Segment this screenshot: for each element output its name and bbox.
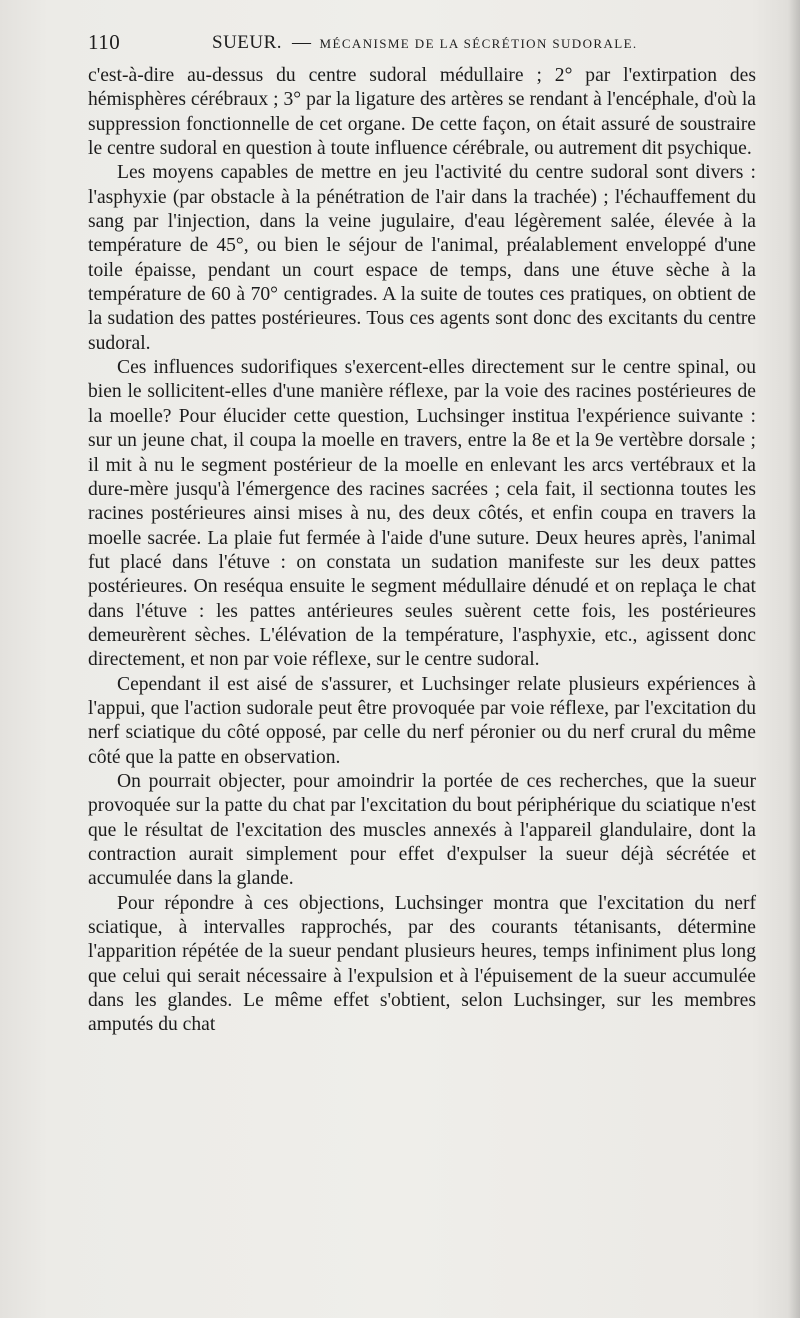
paragraph-2: Les moyens capables de mettre en jeu l'activité du centre sudoral sont divers : l'asphyxie (par obstacle à la pénétration de l'air dans la trachée) ; l'échauffement du sang par l'injection, dans la veine jugulaire, d'eau légèrement salée, élevée à la température de 45°, ou bien le séjour de l'animal, préalablement enveloppé d'une toile épaisse, pendant un court espace de temps, dans une étuve sèche à la température de 60 à 70° centigrades. A la suite de toutes ces pratiques, on obtient de la sudation des pattes postérieures. Tous ces agents sont donc des excitants du centre sudoral. (88, 162, 756, 354)
page-edge-shadow (788, 0, 800, 1318)
running-title (212, 32, 638, 54)
paragraph-6: Pour répondre à ces objections, Luchsinger montra que l'excitation du nerf sciatique, à intervalles rapprochés, par des courants tétanisants, détermine l'apparition répétée de la sueur pendant plusieurs heures, temps infiniment plus long que celui qui serait nécessaire à l'expulsion et à l'épuisement de la sueur accumulée dans les glandes. Le même effet s'obtient, selon Luchsinger, sur les membres amputés du chat (88, 892, 756, 1036)
header-title: MÉCANISME DE LA SÉCRÉTION SUDORALE. (319, 36, 638, 51)
header-separator: — (292, 32, 312, 53)
body-text (88, 64, 756, 1038)
page-number: 110 (88, 30, 121, 54)
paragraph-3: Ces influences sudorifiques s'exercent-elles directement sur le centre spinal, ou bien le sollicitent-elles d'une manière réflexe, par la voie des racines postérieures de la moelle? Pour élucider cette question, Luchsinger institua l'expérience suivante : sur un jeune chat, il coupa la moelle en travers, entre la 8e et la 9e vertèbre dorsale ; il mit à nu le segment postérieur de la moelle en enlevant les arcs vertébraux et la dure-mère jusqu'à l'émergence des racines sacrées ; cela fait, il sectionna toutes les racines postérieures ainsi mises à nu, des deux côtés, et enfin coupa en travers la moelle sacrée. La plaie fut fermée à l'aide d'une suture. Deux heures après, l'animal fut placé dans l'étuve : on constata un sudation manifeste sur les deux pattes postérieures. On reséqua ensuite le segment médullaire dénudé et on replaça le chat dans l'étuve : les pattes antérieures seules suèrent cette fois, les postérieures demeurèrent sèches. L'élévation de la température, l'asphyxie, etc., agissent donc directement, et non par voie réflexe, sur le centre sudoral. (88, 357, 756, 671)
paragraph-1: c'est-à-dire au-dessus du centre sudoral médullaire ; 2° par l'extirpation des hémisphères cérébraux ; 3° par la ligature des artères se rendant à l'encéphale, d'où la suppression fonctionnelle de cet organe. De cette façon, on était assuré de soustraire le centre sudoral en question à toute influence cérébrale, ou autrement dit psychique. (88, 65, 756, 160)
paragraph-5: On pourrait objecter, pour amoindrir la portée de ces recherches, que la sueur provoquée sur la patte du chat par l'excitation du bout périphérique du sciatique n'est que le résultat de l'excitation des muscles annexés à l'appareil glandulaire, dont la contraction aurait simplement pour effet d'expulser la sueur déjà sécrétée et accumulée dans la glande. (88, 770, 756, 890)
header-author: SUEUR. (212, 32, 283, 53)
paragraph-4: Cependant il est aisé de s'assurer, et Luchsinger relate plusieurs expériences à l'appui, que l'action sudorale peut être provoquée par voie réflexe, par l'excitation du nerf sciatique du côté opposé, par celle du nerf péronier ou du nerf crural du même côté que la patte en observation. (88, 673, 756, 768)
running-header (88, 30, 756, 58)
